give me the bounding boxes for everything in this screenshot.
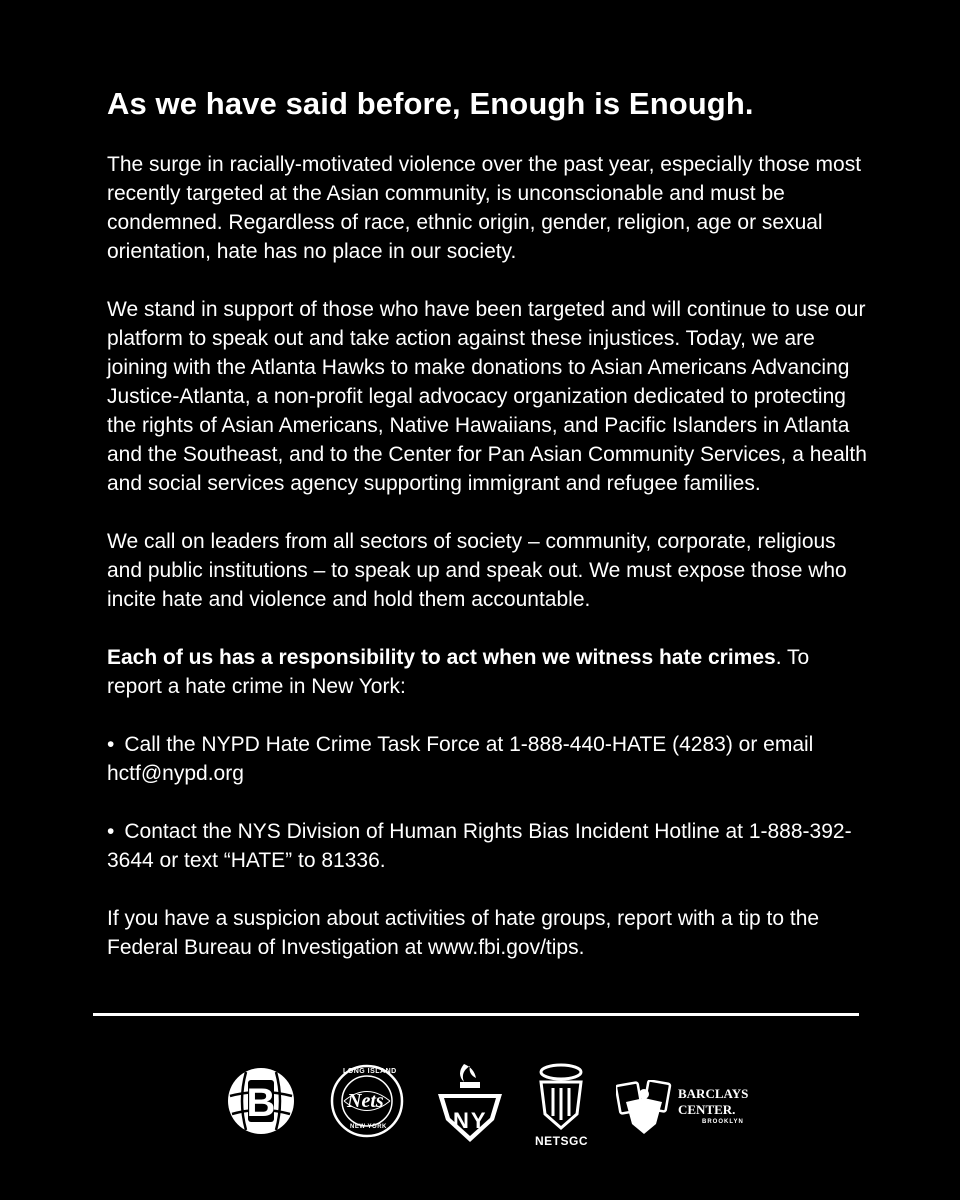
bullet-marker: • [107,733,115,756]
paragraph-support: We stand in support of those who have been targeted and will continue to use our platform to speak out and take action against these injustices. Today, we are joining with the Atlanta Hawks to make donations to Asian Americans Advancing Justice-Atlanta, a non-profit legal advocacy organization dedicated to protecting the rights of Asian Americans, Native Hawaiians, and Pacific Islanders in Atlanta and the Southeast, and to the Center for Pan Asian Community Services, a health and social services agency supporting immigrant and refugee families. [107,298,867,495]
statement [107,84,867,991]
bullet-nypd-text: Call the NYPD Hate Crime Task Force at 1-888-440-HATE (4283) or email hctf@nypd.org [107,733,814,785]
nets-gc-logo [535,1062,587,1148]
netsgc-label: NETSGC [535,1134,589,1148]
brooklyn-nets-logo [226,1066,296,1136]
paragraph-call-to-leaders: We call on leaders from all sectors of society – community, corporate, religious and public institutions – to speak up and speak out. We must expose those who incite hate and violence and hold them accountable. [107,530,847,611]
shield-icon [535,1062,587,1132]
barclays-line3: BROOKLYN [702,1119,744,1125]
paragraph-fbi-tip: If you have a suspicion about activities of hate groups, report with a tip to the Federal Bureau of Investigation at www.fbi.gov/tips. [107,907,820,959]
li-nets-bottom-text: NEW YORK [350,1124,387,1130]
basketball-icon [226,1066,296,1136]
report-intro-text: . To report a hate crime in New York: [107,646,810,698]
li-nets-script: Nets [347,1090,384,1112]
responsibility-emphasis: Each of us has a responsibility to act when we witness hate crimes [107,646,776,669]
liberty-letters: NY [453,1108,488,1133]
ny-liberty-logo [434,1060,506,1144]
paragraph-condemnation: The surge in racially-motivated violence over the past year, especially those most recently targeted at the Asian community, is unconscionable and must be condemned. Regardless of race, ethnic origin, gender, religion, age or sexual orientation, hate has no place in our society. [107,153,862,263]
paragraph-report-intro [107,643,867,701]
barclays-line1: BARCLAYS [678,1086,749,1101]
divider-line [93,1013,859,1016]
nets-letter: B [246,1081,276,1125]
bullet-nys-text: Contact the NYS Division of Human Rights Bias Incident Hotline at 1-888-392-3644 or text “HATE” to 81336. [107,820,852,872]
bullet-nypd [107,730,867,788]
bullet-nys [107,817,867,875]
long-island-nets-logo [330,1064,404,1138]
eagle-icon [616,1080,672,1140]
logo-row [0,1050,960,1150]
barclays-center-logo [616,1080,766,1140]
bullet-marker: • [107,820,115,843]
headline: As we have said before, Enough is Enough. [107,86,754,121]
li-nets-top-text: LONG ISLAND [343,1068,397,1075]
barclays-line2: CENTER. [678,1102,736,1117]
